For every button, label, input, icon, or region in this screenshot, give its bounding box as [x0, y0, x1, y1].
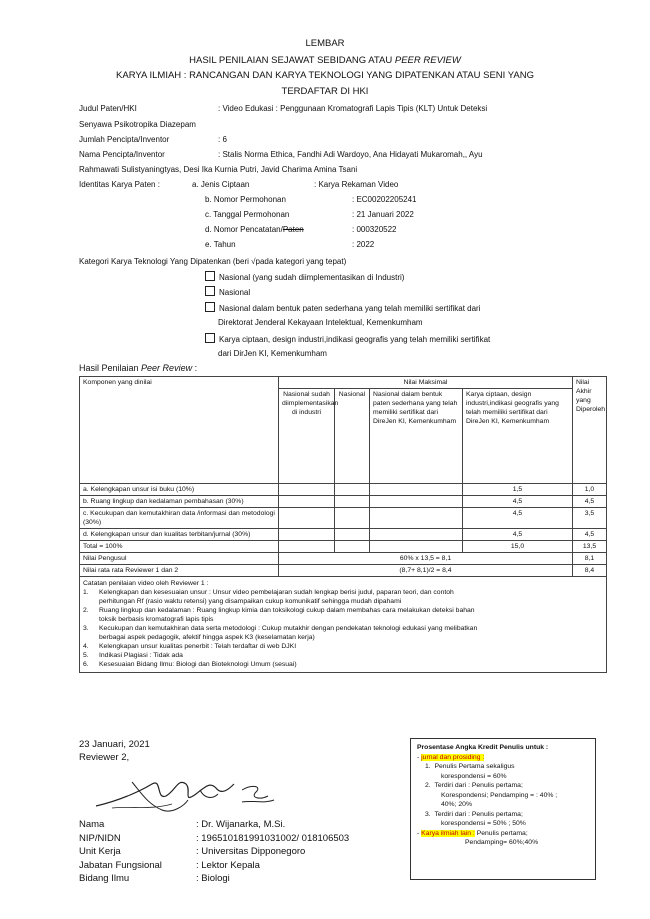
- catatan-title: Catatan penilaian video oleh Reviewer 1 :: [83, 580, 209, 587]
- catatan-row: [80, 577, 607, 673]
- catatan-num: 3.: [83, 625, 89, 632]
- pengusul-formula: 60% x 13,5 = 8,1: [279, 553, 573, 565]
- rata-row: [80, 565, 607, 577]
- pencatatan-label: [205, 224, 304, 236]
- box-item-2-cont2: 40%; 20%: [441, 801, 472, 808]
- opt-label: Nasional: [219, 288, 251, 297]
- unit-label: Unit Kerja: [79, 846, 121, 857]
- catatan-item: [83, 606, 603, 624]
- row-max: 4,5: [463, 496, 573, 508]
- checkbox[interactable]: [205, 286, 215, 296]
- opt-label: Nasional (yang sudah diimplementasikan di Industri): [219, 273, 405, 282]
- box-karya-line: - Karya ilmiah lain : Penulis pertama;: [417, 829, 528, 837]
- sign-date: 23 Januari, 2021: [79, 739, 150, 750]
- jabatan-value: : Lektor Kepala: [196, 859, 260, 871]
- nama-label: Nama: [79, 819, 105, 830]
- box-title: Prosentase Angka Kredit Penulis untuk :: [417, 744, 549, 751]
- row-max: 1,5: [463, 484, 573, 496]
- tahun-value: : 2022: [352, 240, 375, 249]
- nama-value: : Stalis Norma Ethica, Fandhi Adi Wardoyo, Ana Hidayati Mukaromah,, Ayu: [218, 150, 483, 159]
- box-item-1: 1. Penulis Pertama sekaligus: [425, 763, 515, 770]
- signature: [92, 770, 282, 818]
- box-item-2-cont: Korespondensi; Pendamping = : 40% ;: [441, 791, 558, 799]
- opt-label: Nasional dalam bentuk paten sederhana yang telah memiliki sertifikat dari: [219, 304, 481, 313]
- catatan-num: 5.: [83, 652, 89, 659]
- nama-value: : Dr. Wijanarka, M.Si.: [196, 819, 286, 830]
- row-value: 4,5: [573, 529, 607, 541]
- jurnal-colon: :: [480, 753, 485, 761]
- catatan-num: 4.: [83, 643, 89, 650]
- box-jurnal-line: - jurnal dan prosiding :: [417, 753, 485, 761]
- row-label: c. Kecukupan dan kemutakhiran data /informasi dan metodologi (30%): [80, 508, 279, 529]
- catatan-text: Indikasi Plagiasi : Tidak ada: [99, 652, 183, 659]
- jenis-label: a. Jenis Ciptaan: [192, 180, 250, 189]
- header-col-paten-sederhana: Nasional dalam bentuk paten sederhana yang telah memiliki sertifikat dari DireJen KI, Kemenkumham: [370, 389, 463, 484]
- nip-label: NIP/NIDN: [79, 832, 121, 844]
- row-label: d. Kelengkapan unsur dan kualitas terbitan/jurnal (30%): [80, 529, 279, 541]
- pengusul-row: [80, 553, 607, 565]
- title-main: HASIL PENILAIAN SEJAWAT SEBIDANG ATAU: [189, 55, 395, 66]
- jenis-value: : Karya Rekaman Video: [314, 180, 399, 189]
- box-item-text: Terdiri dari : Penulis pertama;: [434, 810, 523, 818]
- rata-formula: (8,7+ 8,1)/2 = 8,4: [279, 565, 573, 577]
- doc-title-hki: TERDAFTAR DI HKI: [281, 86, 369, 97]
- catatan-text-cont: toksik berbasis kromatografi lapis tipis: [99, 616, 214, 623]
- header-komponen: Komponen yang dinilai: [80, 377, 279, 484]
- kategori-opt4-cont: dari DirJen KI, Kemenkumham: [218, 349, 327, 358]
- jabatan-label: Jabatan Fungsional: [79, 859, 162, 871]
- kategori-opt-karya-ciptaan[interactable]: [205, 333, 490, 346]
- sign-labels: [79, 818, 162, 886]
- hasil-post: :: [192, 363, 198, 373]
- total-max: 15,0: [463, 541, 573, 553]
- nama-value-cont: Rahmawati Sulistyaningtyas, Desi Ika Kurnia Putri, Javid Charima Amina Tsani: [79, 165, 358, 174]
- pengusul-label: Nilai Pengusul: [80, 553, 279, 565]
- penilaian-table: [79, 376, 607, 673]
- box-item-text: Terdiri dari : Penulis pertama;: [434, 782, 523, 789]
- row-value: 3,5: [573, 508, 607, 529]
- header-nilai-maksimal: Nilai Maksimal: [279, 377, 573, 389]
- tanggal-label: c. Tanggal Permohonan: [205, 210, 290, 219]
- kategori-opt-nasional-implementasi[interactable]: [205, 271, 404, 284]
- box-item-1-cont: korespondensi = 60%: [441, 772, 507, 780]
- row-value: 4,5: [573, 496, 607, 508]
- catatan-num: 2.: [83, 607, 89, 614]
- pencatatan-label-text: d. Nomor Pencatatan/: [205, 225, 283, 234]
- jumlah-label: Jumlah Pencipta/Inventor: [79, 135, 170, 144]
- hasil-penilaian-heading: [79, 363, 197, 373]
- table-row: [80, 484, 607, 496]
- jumlah-value: : 6: [218, 135, 227, 144]
- total-label: Total = 100%: [80, 541, 279, 553]
- table-row: [80, 529, 607, 541]
- judul-value-cont: Senyawa Psikotropika Diazepam: [79, 120, 196, 129]
- header-col-nasional: Nasional: [335, 389, 370, 484]
- nomor-permohonan-value: : EC00202205241: [352, 195, 417, 204]
- catatan-text: Kelengkapan dan kesesuaian unsur : Unsur video pembelajaran sudah lengkap berisi judul, paparan teori, dan contoh: [99, 589, 454, 596]
- catatan-text: Ruang lingkup dan kedalaman : Ruang lingkup kimia dan toksikologi cukup dalam membahas cara melakukan deteksi bahan: [99, 607, 475, 614]
- box-item-3-cont: korespondensi = 50% ; 50%: [441, 820, 526, 827]
- catatan-num: 6.: [83, 661, 89, 668]
- catatan-item: [83, 660, 603, 669]
- unit-value: : Universitas Dipponegoro: [196, 846, 306, 857]
- karya-post: Penulis pertama;: [474, 829, 528, 837]
- box-item-2: 2. Terdiri dari : Penulis pertama;: [425, 782, 523, 789]
- checkbox[interactable]: [205, 333, 215, 343]
- total-value: 13,5: [573, 541, 607, 553]
- row-value: 1,0: [573, 484, 607, 496]
- doc-title-lembar: LEMBAR: [305, 38, 345, 49]
- catatan-item: [83, 588, 603, 606]
- catatan-text: Kecukupan dan kemutakhiran data serta metodologi : Cukup mutakhir dengan pendekatan teknologi edukasi yang melibatkan: [99, 625, 478, 632]
- header-nilai-akhir: Nilai Akhir yang Diperoleh: [573, 377, 607, 484]
- doc-title-hasil: [0, 55, 650, 66]
- sign-role: Reviewer 2,: [79, 752, 130, 763]
- header-col-karya-ciptaan: Karya ciptaan, design industri,indikasi geografis yang telah memiliki sertifikat dari DireJen KI, Kemenkumham: [463, 389, 573, 484]
- hasil-italic: Peer Review: [141, 363, 193, 373]
- table-row: [80, 496, 607, 508]
- angka-kredit-box: [410, 738, 596, 880]
- bidang-label: Bidang Ilmu: [79, 873, 130, 884]
- rata-label: Nilai rata rata Reviewer 1 dan 2: [80, 565, 279, 577]
- box-item-text: Penulis Pertama sekaligus: [434, 763, 515, 770]
- judul-value: : Video Edukasi : Penggunaan Kromatografi Lapis Tipis (KLT) Untuk Deteksi: [218, 104, 488, 113]
- tahun-label: e. Tahun: [205, 240, 236, 249]
- kategori-title: Kategori Karya Teknologi Yang Dipatenkan (beri √pada kategori yang tepat): [79, 257, 347, 266]
- paten-strikethrough: Paten: [282, 225, 304, 234]
- karya-highlight: Karya ilmiah lain :: [421, 829, 475, 837]
- judul-label: Judul Paten/HKI: [79, 104, 137, 113]
- catatan-text: Kelengkapan unsur kualitas penerbit : Telah terdaftar di web DJKI: [99, 643, 297, 650]
- header-col-nasional-implementasi: Nasional sudah diimplementasikan di industri: [279, 389, 335, 484]
- box-item-3: 3. Terdiri dari : Penulis pertama;: [425, 810, 523, 818]
- sign-values: [196, 818, 349, 886]
- kategori-opt3-cont: Direktorat Jenderal Kekayaan Intelektual, Kemenkumham: [218, 318, 423, 327]
- box-karya-cont: Pendamping= 60%;40%: [465, 839, 539, 846]
- total-row: [80, 541, 607, 553]
- checkbox[interactable]: [205, 271, 215, 281]
- nama-label: Nama Pencipta/Inventor: [79, 150, 165, 159]
- row-max: 4,5: [463, 529, 573, 541]
- row-label: a. Kelengkapan unsur isi buku (10%): [80, 484, 279, 496]
- pencatatan-value: : 000320522: [352, 225, 397, 234]
- hasil-pre: Hasil Penilaian: [79, 363, 142, 373]
- nomor-permohonan-label: b. Nomor Permohonan: [205, 195, 286, 204]
- opt-label: Karya ciptaan, design industri,indikasi geografis yang telah memiliki sertifikat: [219, 335, 491, 344]
- pengusul-value: 8,1: [573, 553, 607, 565]
- rata-value: 8,4: [573, 565, 607, 577]
- table-row: [80, 508, 607, 529]
- catatan-text: Kesesuaian Bidang Ilmu: Biologi dan Bioteknologi Umum (sesuai): [99, 661, 297, 668]
- tanggal-value: : 21 Januari 2022: [352, 210, 414, 219]
- catatan-item: [83, 624, 603, 642]
- row-label: b. Ruang lingkup dan kedalaman pembahasan (30%): [80, 496, 279, 508]
- bidang-value: : Biologi: [196, 873, 230, 884]
- catatan-item: [83, 651, 603, 660]
- catatan-item: [83, 642, 603, 651]
- title-italic: PEER REVIEW: [394, 55, 461, 66]
- row-max: 4,5: [463, 508, 573, 529]
- jurnal-highlight: jurnal dan prosiding: [421, 753, 481, 761]
- kategori-opt-paten-sederhana[interactable]: [205, 302, 480, 315]
- catatan-text-cont: perhitungan Rf (rasio waktu retensi) yang disampaikan cukup komunikatif sehingga mudah dipahami: [99, 598, 402, 605]
- catatan-text-cont: berbagai aspek pedagogik, afektif hingga aspek K3 (keselamatan kerja): [99, 634, 315, 641]
- nip-value: : 196510181991031002/ 018106503: [196, 832, 350, 844]
- catatan-num: 1.: [83, 589, 89, 596]
- kategori-opt-nasional[interactable]: [205, 286, 250, 299]
- checkbox[interactable]: [205, 302, 215, 312]
- doc-title-karya: KARYA ILMIAH : RANCANGAN DAN KARYA TEKNOLOGI YANG DIPATENKAN ATAU SENI YANG: [116, 70, 534, 81]
- identitas-label: Identitas Karya Paten :: [79, 180, 160, 189]
